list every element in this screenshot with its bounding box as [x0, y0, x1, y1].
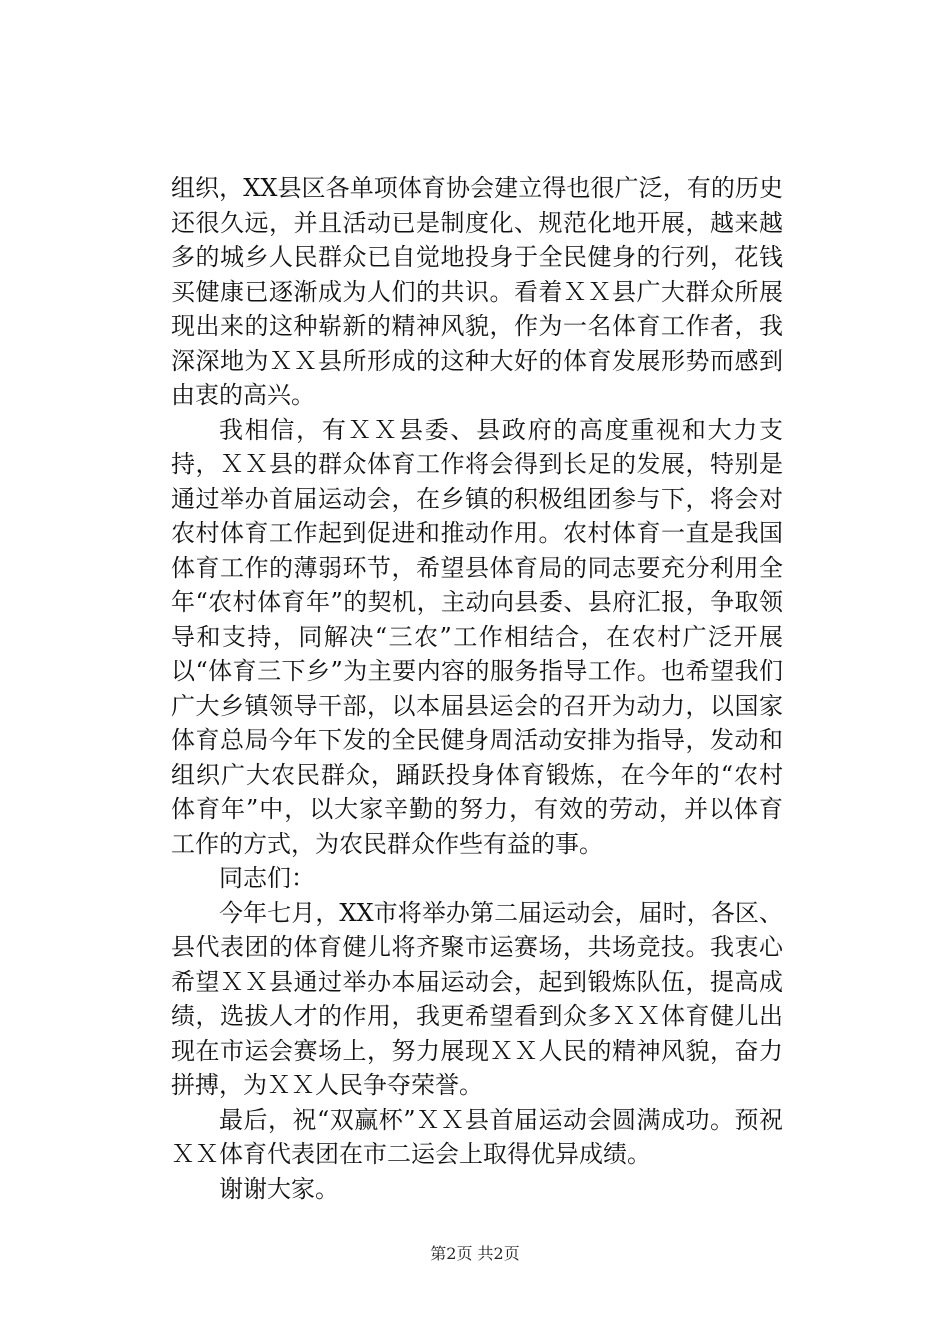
paragraph-wishes: 最后，祝“双赢杯”ＸＸ县首届运动会圆满成功。预祝ＸＸ体育代表团在市二运会上取得优异成绩。: [171, 1105, 783, 1168]
paragraph-support: 我相信，有ＸＸ县委、县政府的高度重视和大力支持，ＸＸ县的群众体育工作将会得到长足的发展，特别是通过举办首届运动会，在乡镇的积极组团参与下，将会对农村体育工作起到促进和推动作用。农村体育一直是我国体育工作的薄弱环节，希望县体育局的同志要充分利用全年“农村体育年”的契机，主动向县委、县府汇报，争取领导和支持，同解决“三农”工作相结合，在农村广泛开展以“体育三下乡”为主要内容的服务指导工作。也希望我们广大乡镇领导干部，以本届县运会的召开为动力，以国家体育总局今年下发的全民健身周活动安排为指导，发动和组织广大农民群众，踊跃投身体育锻炼，在今年的“农村体育年”中，以大家辛勤的努力，有效的劳动，并以体育工作的方式，为农民群众作些有益的事。: [171, 415, 783, 858]
paragraph-thanks: 谢谢大家。: [219, 1174, 339, 1203]
page-number-footer: 第2页 共2页: [430, 1244, 520, 1263]
paragraph-continuation: 组织，XX县区各单项体育协会建立得也很广泛，有的历史还很久远，并且活动已是制度化、规范化地开展，越来越多的城乡人民群众已自觉地投身于全民健身的行列，花钱买健康已逐渐成为人们的共识。看着ＸＸ县广大群众所展现出来的这种崭新的精神风貌，作为一名体育工作者，我深深地为ＸＸ县所形成的这种大好的体育发展形势而感到由衷的高兴。: [171, 174, 783, 409]
paragraph-salutation: 同志们：: [219, 864, 315, 892]
paragraph-city-games: 今年七月，XX市将举办第二届运动会，届时，各区、县代表团的体育健儿将齐聚市运赛场，共场竞技。我衷心希望ＸＸ县通过举办本届运动会，起到锻炼队伍，提高成绩，选拔人才的作用，我更希望看到众多ＸＸ体育健儿出现在市运会赛场上，努力展现ＸＸ人民的精神风貌，奋力拼搏，为ＸＸ人民争夺荣誉。: [171, 898, 783, 1099]
document-body: [171, 171, 783, 1206]
